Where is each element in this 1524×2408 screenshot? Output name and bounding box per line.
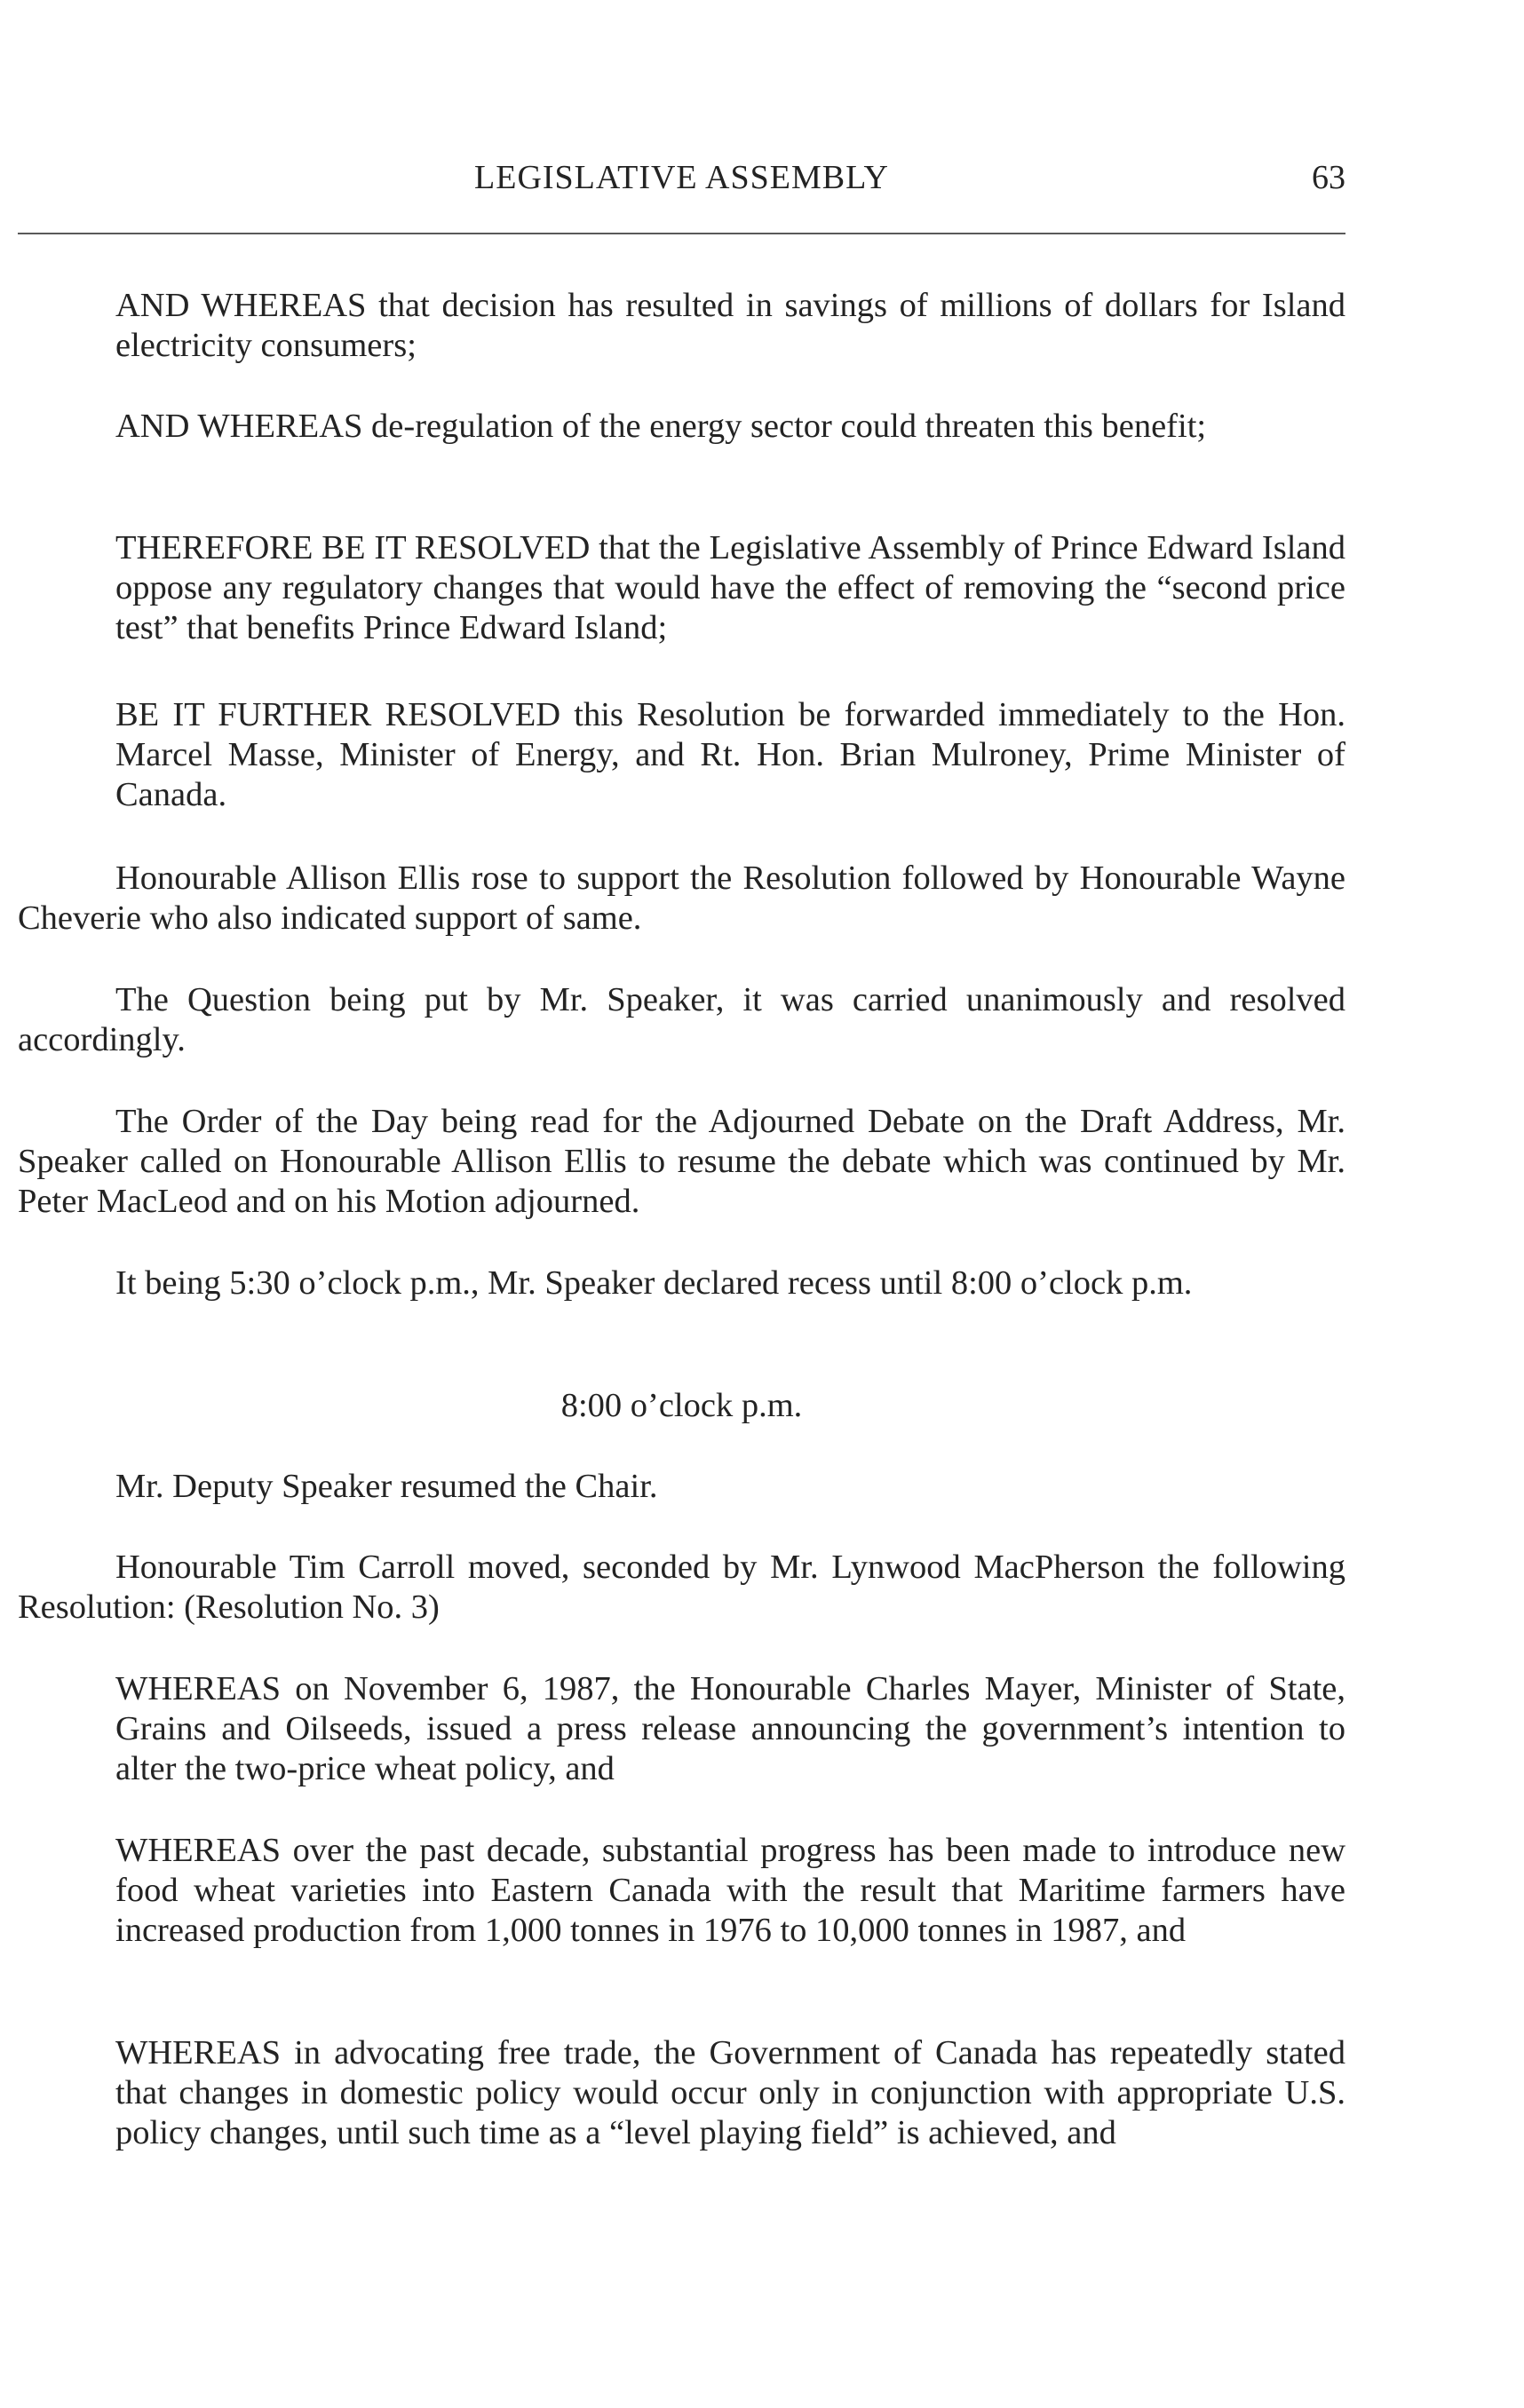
paragraph-question-carried: The Question being put by Mr. Speaker, it was carried unanimously and resolved accordingly. — [18, 981, 1345, 1058]
paragraph-resolution-moved: Honourable Tim Carroll moved, seconded by Mr. Lynwood MacPherson the following Resolution: (Resolution No. 3) — [18, 1549, 1345, 1626]
paragraph-whereas-free-trade: WHEREAS in advocating free trade, the Government of Canada has repeatedly stated that changes in domestic policy would occur only in conjunction with appropriate U.S. policy changes, until such time as a “level playing field” is achieved, and — [115, 2034, 1345, 2151]
time-heading: 8:00 o’clock p.m. — [560, 1387, 803, 1424]
paragraph-further-resolved: BE IT FURTHER RESOLVED this Resolution be forwarded immediately to the Hon. Marcel Masse, Minister of Energy, and Rt. Hon. Brian Mulroney, Prime Minister of Canada. — [115, 696, 1345, 813]
header-rule — [18, 233, 1345, 234]
paragraph-and-whereas-savings: AND WHEREAS that decision has resulted in savings of millions of dollars for Island electricity consumers; — [115, 287, 1345, 364]
paragraph-therefore-resolved: THEREFORE BE IT RESOLVED that the Legislative Assembly of Prince Edward Island oppose any regulatory changes that would have the effect of removing the “second price test” that benefits Prince Edward Island; — [115, 529, 1345, 646]
running-head — [18, 158, 1345, 211]
paragraph-support: Honourable Allison Ellis rose to support the Resolution followed by Honourable Wayne Cheverie who also indicated support of same. — [18, 859, 1345, 937]
running-title: LEGISLATIVE ASSEMBLY — [474, 159, 889, 196]
paragraph-recess: It being 5:30 o’clock p.m., Mr. Speaker declared recess until 8:00 o’clock p.m. — [115, 1264, 1193, 1302]
paragraph-whereas-press-release: WHEREAS on November 6, 1987, the Honourable Charles Mayer, Minister of State, Grains and Oilseeds, issued a press release announcing the government’s intention to alter the two-price wheat policy, and — [115, 1670, 1345, 1787]
paragraph-deputy-speaker: Mr. Deputy Speaker resumed the Chair. — [115, 1468, 658, 1505]
paragraph-order-of-day: The Order of the Day being read for the Adjourned Debate on the Draft Address, Mr. Speaker called on Honourable Allison Ellis to resume the debate which was continued by Mr. Peter MacLeod and on his Motion adjourned. — [18, 1103, 1345, 1220]
paragraph-whereas-wheat-varieties: WHEREAS over the past decade, substantial progress has been made to introduce new food wheat varieties into Eastern Canada with the result that Maritime farmers have increased production from 1,000 tonnes in 1976 to 10,000 tonnes in 1987, and — [115, 1832, 1345, 1949]
paragraph-and-whereas-deregulation: AND WHEREAS de-regulation of the energy sector could threaten this benefit; — [115, 408, 1207, 445]
page-number: 63 — [1312, 159, 1345, 196]
